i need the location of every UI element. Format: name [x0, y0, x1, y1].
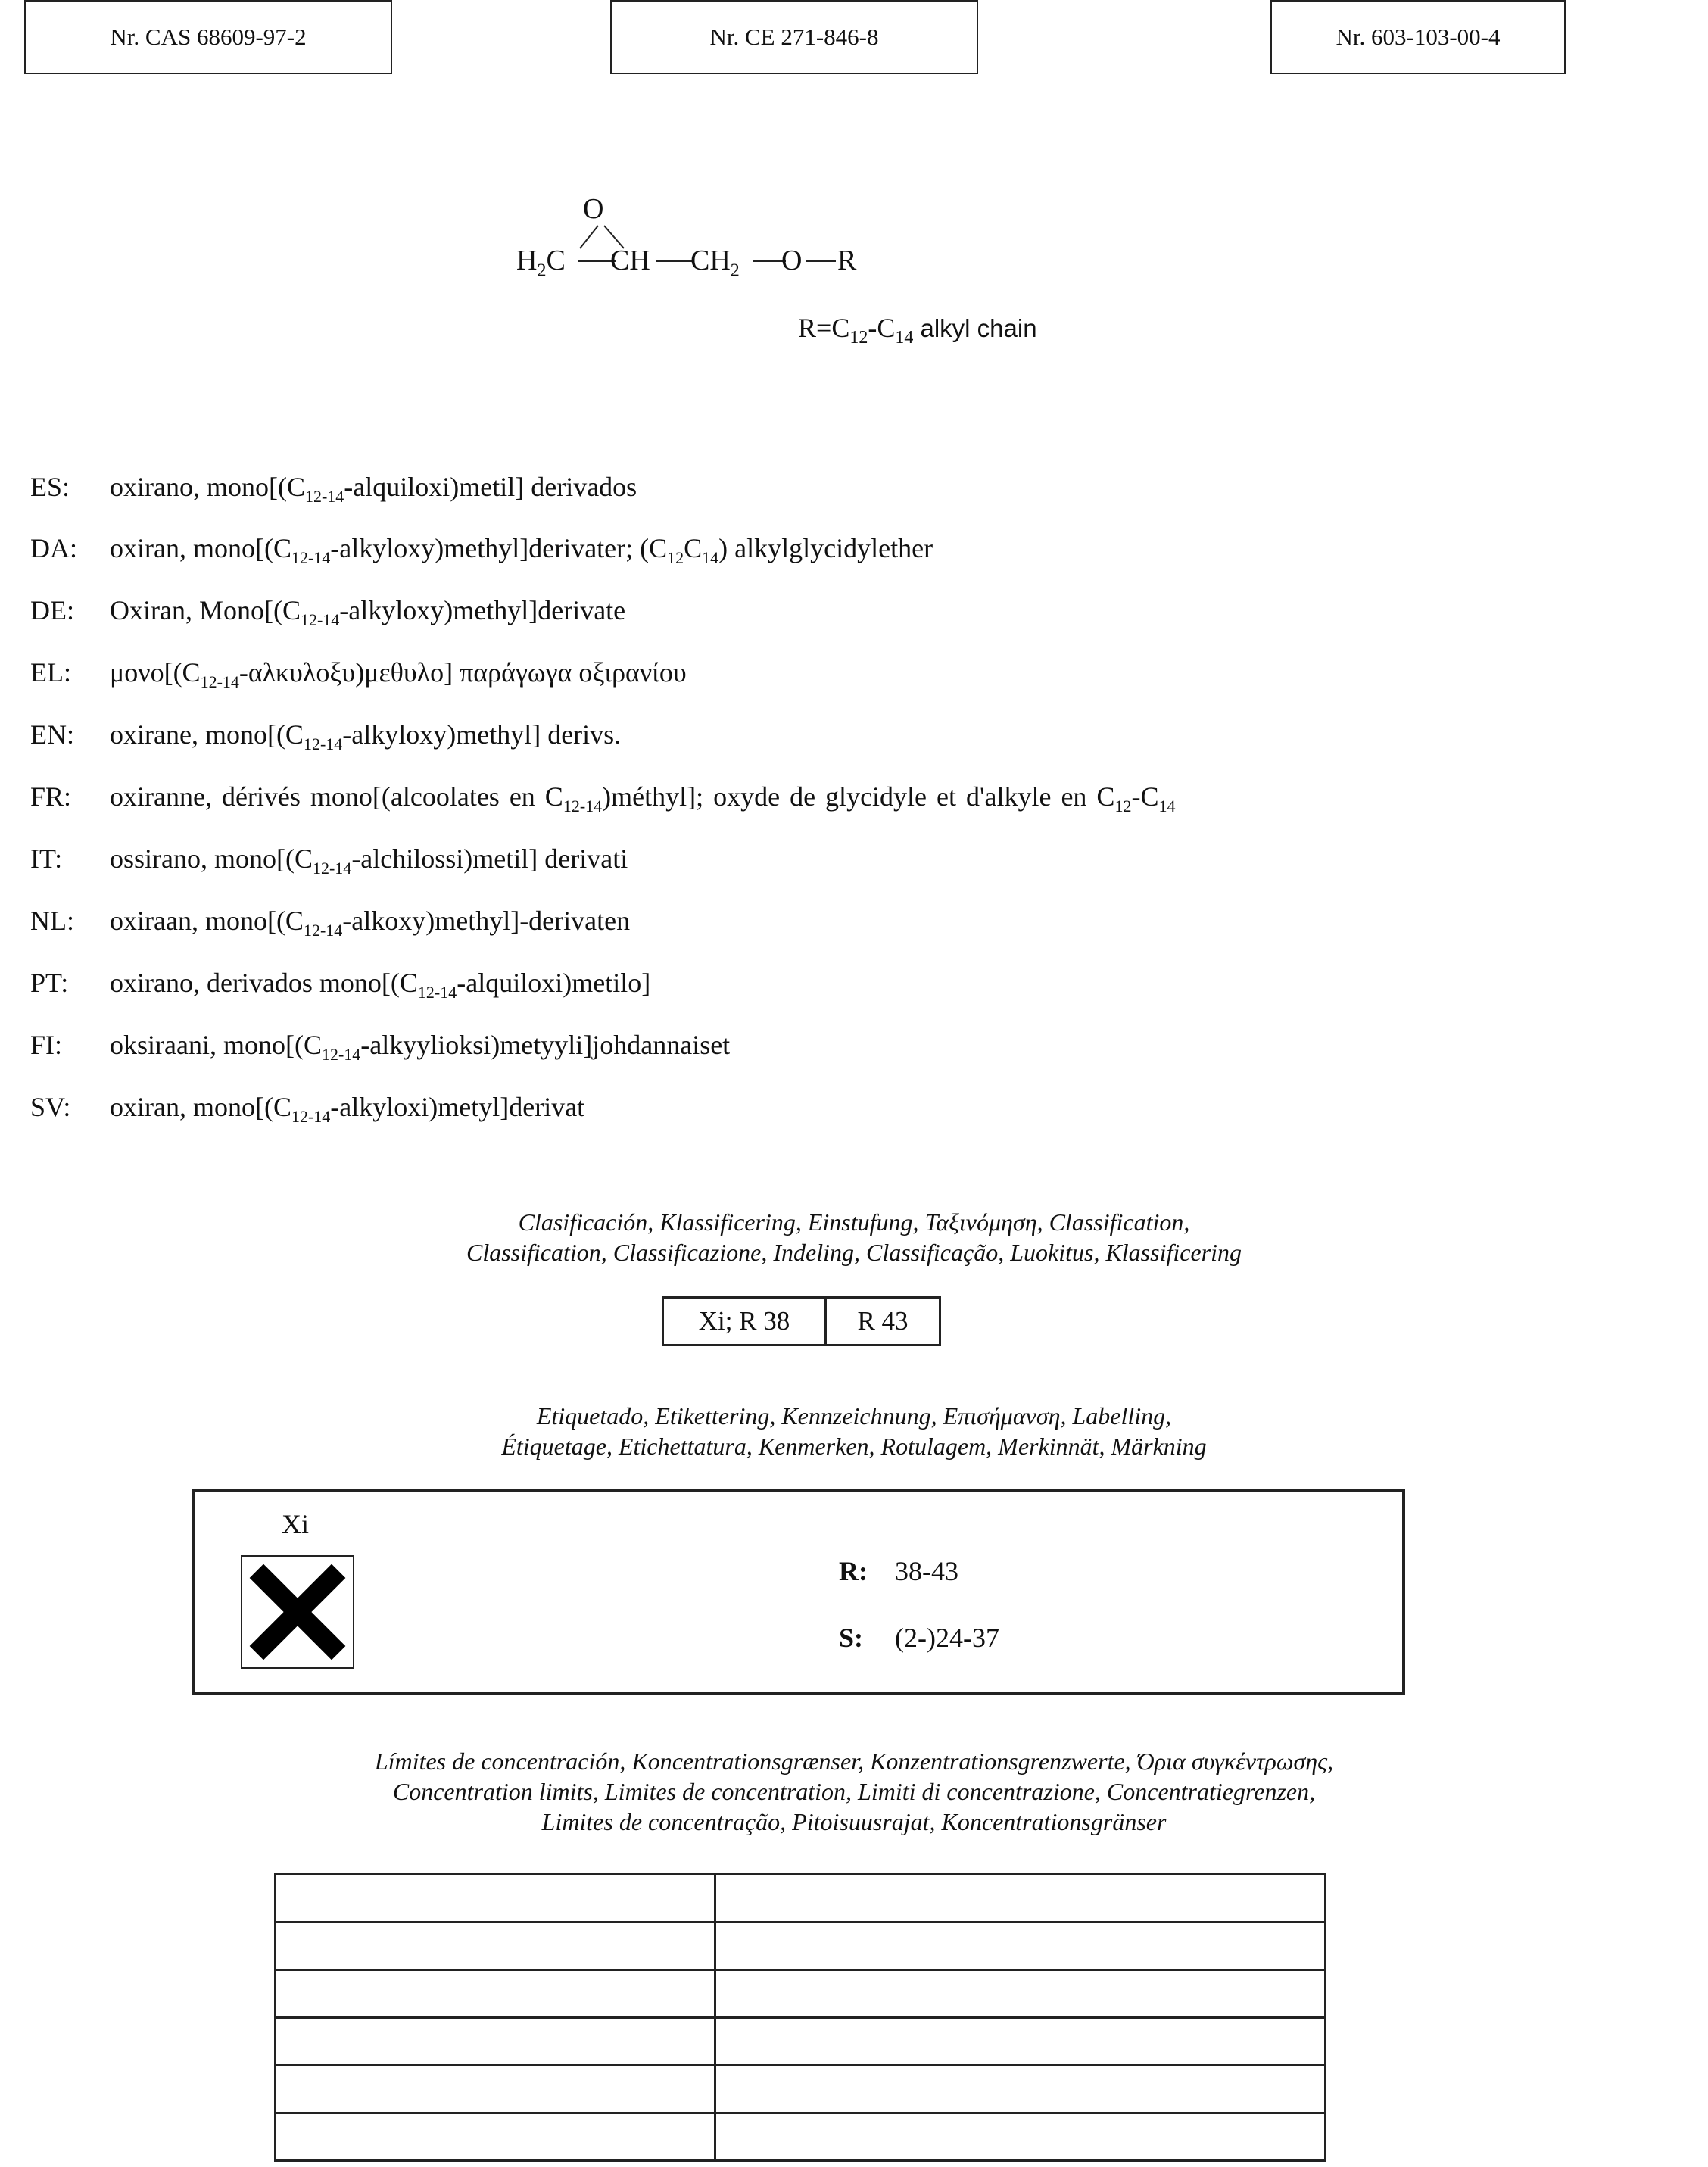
- concentration-limits-heading: Límites de concentración, Koncentrationsgrænser, Konzentrationsgrenzwerte, Όρια συγκέντρωσης, Concentration limits, Limites de concentration, Limiti di concentrazione, Concentratiegrenzen, Limites de concentração, Pitoisuusrajat, Koncentrationsgränser: [374, 1748, 1334, 1835]
- table-cell: [715, 2113, 1326, 2161]
- table-row: [276, 2066, 1326, 2113]
- safety-phrases-value: (2-)24-37: [895, 1623, 999, 1653]
- name-row-pt: [30, 967, 1658, 1012]
- substance-name: $\mu o\nu o[(C_{12-14}-\alpha\lambda\kappa\upsilon\lambda o\xi\upsilon)\mu\varepsilon\theta\upsilon\lambda o]$ παράγωγα οξιρανίου: [110, 657, 687, 692]
- name-row-el: [30, 656, 1658, 702]
- table-row: [276, 1922, 1326, 1970]
- language-code: FR:: [30, 781, 72, 812]
- table-cell: [276, 1970, 715, 2018]
- substance-name: oxiran, $mono[(C_{12-14}-alkyloxi)metyl]derivat$: [110, 1092, 585, 1127]
- classification-cell-r43: R 43: [857, 1306, 909, 1336]
- index-number-box: [1270, 0, 1566, 74]
- concentration-limits-table: [274, 1873, 1326, 2162]
- substance-name: oxirano, $mono[(C_{12-14}-alquiloxi)metil]$ derivados: [110, 472, 637, 507]
- r-group: R: [837, 245, 857, 276]
- substance-name: oxiran, $mono[(C_{12-14}-alkyloxy)methyl]derivater$; $(C_{12}C_{14})$ alkylglycidylether: [110, 533, 933, 568]
- labelling-heading: Etiquetado, Etikettering, Kennzeichnung, Επισήμανση, Labelling, Étiquetage, Etichettatura, Kenmerken, Rotulagem, Merkinnät, Märkning: [501, 1402, 1207, 1460]
- hazard-symbol-code: Xi: [282, 1509, 309, 1539]
- substance-name: oxiraan, $mono[(C_{12-14}-alkoxy)methyl]$-derivaten: [110, 906, 631, 940]
- ether-oxygen: O: [781, 245, 803, 276]
- classification-cell-xi-r38: Xi; R 38: [664, 1299, 827, 1344]
- substance-name: oxirane, $mono[(C_{12-14}-alkyloxy)methyl]$ derivs.: [110, 719, 622, 754]
- harmful-irritant-cross-icon: [241, 1555, 354, 1669]
- substance-name: Oxiran, $Mono[(C_{12-14}-alkyloxy)methyl]derivate$: [110, 595, 626, 630]
- substance-name: oxirano, derivados $mono[(C_{12-14}-alquiloxi)metilo]$: [110, 968, 651, 1002]
- labelling-box: [192, 1489, 1405, 1695]
- table-cell: [715, 1875, 1326, 1922]
- substance-name: oxiranne, dérivés mono[(alcoolates en $C_{12-14})méthyl$]; oxyde de glycidyle et d'alkyle en $C_{12}-C_{14}$: [110, 781, 1176, 816]
- ch-group: CH: [610, 245, 650, 276]
- cas-number: Nr. CAS 68609-97-2: [110, 23, 307, 50]
- ec-number-box: [610, 0, 978, 74]
- language-code: IT:: [30, 843, 63, 874]
- name-row-nl: [30, 905, 1658, 950]
- name-row-da: [30, 532, 1658, 578]
- bond-2: [656, 259, 693, 263]
- language-code: EL:: [30, 657, 71, 688]
- classification-box: [662, 1296, 941, 1346]
- language-code: FI:: [30, 1030, 63, 1060]
- substance-name: oksiraani, $mono[(C_{12-14}-alkyylioksi)metyyli]johdannaiset$: [110, 1030, 731, 1065]
- name-row-de: [30, 594, 1658, 640]
- language-code: EN:: [30, 719, 74, 750]
- cas-number-box: [24, 0, 392, 74]
- language-code: SV:: [30, 1092, 71, 1122]
- ch2-group: $CH_2$: [690, 245, 740, 281]
- name-row-fi: [30, 1029, 1658, 1074]
- classification-heading: Clasificación, Klassificering, Einstufung, Ταξινόμηση, Classification, Classification, Classificazione, Indeling, Classificação, Luokitus, Klassificering: [466, 1208, 1242, 1266]
- name-row-it: [30, 843, 1658, 888]
- r-definition: $R=C_{12}-C_{14}$ alkyl chain: [798, 313, 1037, 348]
- epoxide-oxygen: O: [583, 193, 604, 225]
- table-cell: [276, 2066, 715, 2113]
- table-cell: [715, 1970, 1326, 2018]
- name-row-sv: [30, 1091, 1658, 1137]
- language-code: DE:: [30, 595, 74, 625]
- name-row-es: [30, 471, 1658, 516]
- language-code: PT:: [30, 968, 69, 998]
- table-row: [276, 2113, 1326, 2161]
- h2c-group: $H_2C$: [516, 245, 566, 281]
- index-number: Nr. 603-103-00-4: [1336, 23, 1501, 50]
- table-cell: [715, 2018, 1326, 2066]
- ec-number: Nr. CE 271-846-8: [709, 23, 879, 50]
- risk-phrases-value: 38-43: [895, 1556, 958, 1586]
- language-code: ES:: [30, 472, 70, 502]
- table-cell: [715, 2066, 1326, 2113]
- table-cell: [276, 2113, 715, 2161]
- bond-4: [806, 259, 836, 263]
- table-row: [276, 1970, 1326, 2018]
- table-cell: [276, 2018, 715, 2066]
- risk-phrases-label: R:: [839, 1556, 868, 1586]
- safety-phrases-label: S:: [839, 1623, 864, 1653]
- table-cell: [276, 1875, 715, 1922]
- table-cell: [276, 1922, 715, 1970]
- table-cell: [715, 1922, 1326, 1970]
- substance-name: ossirano, $mono[(C_{12-14}-alchilossi)metil]$ derivati: [110, 843, 628, 878]
- language-code: NL:: [30, 906, 74, 936]
- table-row: [276, 2018, 1326, 2066]
- table-row: [276, 1875, 1326, 1922]
- name-row-fr: [30, 781, 1658, 826]
- language-code: DA:: [30, 533, 77, 563]
- name-row-en: [30, 719, 1658, 764]
